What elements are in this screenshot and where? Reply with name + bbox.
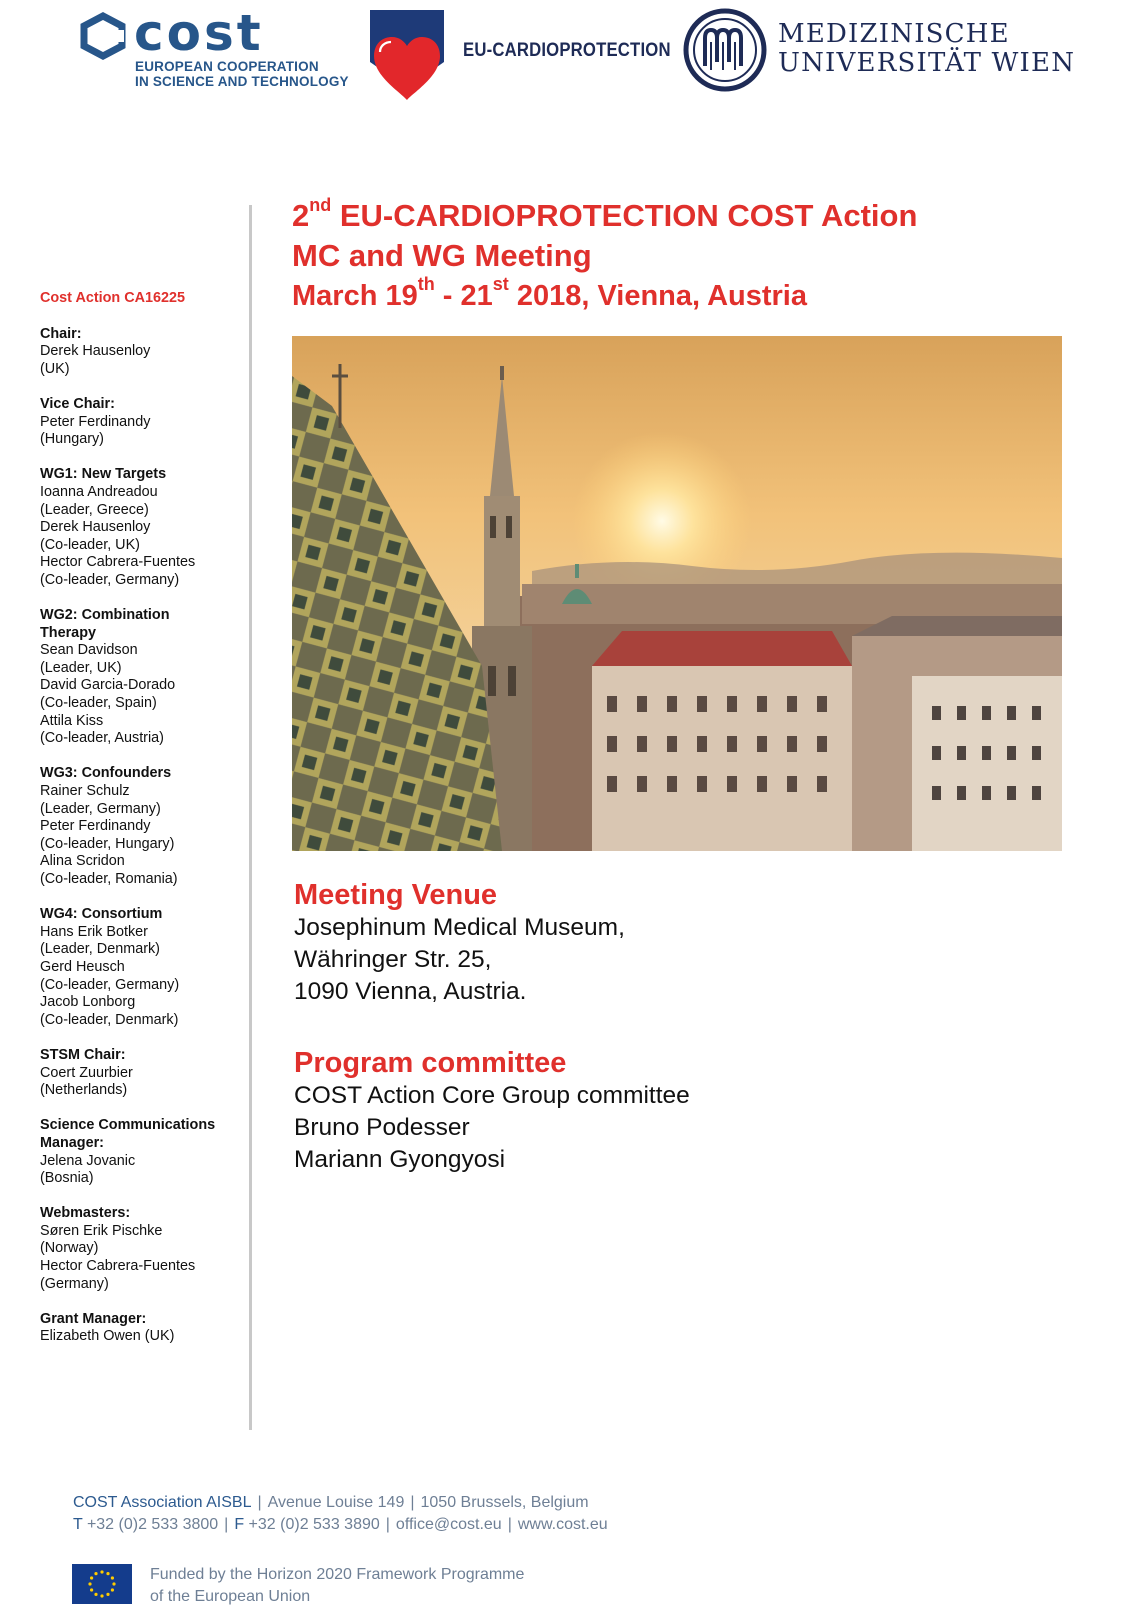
sidebar-section-chair: [40, 326, 240, 379]
footer-contact: [73, 1492, 608, 1536]
section-line: Hans Erik Botker: [40, 923, 148, 940]
committee-line: COST Action Core Group committee: [294, 1082, 690, 1109]
cost-action-id: Cost Action CA16225: [40, 290, 186, 306]
venue-heading: Meeting Venue: [294, 879, 498, 911]
cardio-label: EU-CARDIOPROTECTION: [463, 40, 671, 61]
section-heading: Vice Chair:: [40, 395, 115, 412]
cost-subtitle: [135, 59, 349, 89]
title-text: 2018, Vienna, Austria: [508, 280, 807, 312]
section-line: Peter Ferdinandy: [40, 413, 151, 430]
section-heading: STSM Chair:: [40, 1046, 126, 1063]
footer-email[interactable]: office@cost.eu: [395, 1516, 502, 1533]
event-dates: [292, 276, 1092, 316]
footer-line-1: COST Association AISBL | Avenue Louise 149 | 1050 Brussels, Belgium: [73, 1494, 589, 1511]
section-line: (UK): [40, 360, 70, 377]
sidebar-section-webmasters: [40, 1205, 240, 1293]
title-line-1: [292, 196, 1092, 236]
section-line: Attila Kiss: [40, 712, 104, 729]
funding-line: Funded by the Horizon 2020 Framework Programme: [150, 1566, 525, 1583]
sidebar-divider: [249, 205, 252, 1430]
muw-name: [778, 20, 1075, 78]
section-line: (Leader, UK): [40, 659, 122, 676]
section-line: Jacob Lonborg: [40, 994, 136, 1011]
section-line: (Leader, Germany): [40, 800, 161, 817]
section-line: Gerd Heusch: [40, 958, 125, 975]
sidebar-section-wg1: [40, 466, 240, 589]
muw-name-line: UNIVERSITÄT WIEN: [778, 48, 1076, 78]
section-line: Søren Erik Pischke: [40, 1222, 163, 1239]
sidebar-section-wg2: [40, 607, 240, 748]
section-line: (Bosnia): [40, 1170, 94, 1187]
section-line: Elizabeth Owen (UK): [40, 1328, 175, 1345]
section-line: (Hungary): [40, 431, 104, 448]
event-title: [292, 196, 1092, 316]
title-text: 2: [292, 198, 310, 233]
section-heading: Science Communications Manager:: [40, 1117, 216, 1151]
sidebar-section-wg4: [40, 906, 240, 1029]
committee-line: Mariann Gyongyosi: [294, 1146, 506, 1173]
section-line: (Germany): [40, 1275, 109, 1292]
title-line-2: MC and WG Meeting: [292, 238, 592, 273]
section-line: Ioanna Andreadou: [40, 483, 158, 500]
section-line: (Co-leader, UK): [40, 536, 140, 553]
title-text: - 21: [434, 280, 493, 312]
committee-line: Bruno Podesser: [294, 1114, 470, 1141]
address-line: Josephinum Medical Museum,: [294, 914, 625, 941]
fax-label: F: [234, 1516, 245, 1533]
footer-fax: +32 (0)2 533 3890: [248, 1516, 380, 1533]
section-line: Alina Scridon: [40, 853, 125, 870]
title-superscript: st: [492, 274, 509, 295]
section-line: (Co-leader, Germany): [40, 976, 180, 993]
footer-org: COST Association AISBL: [73, 1494, 252, 1511]
cost-hexagon-icon: [78, 12, 128, 60]
vienna-skyline-photo: [292, 336, 1062, 851]
section-line: (Netherlands): [40, 1082, 128, 1099]
title-superscript: nd: [309, 194, 332, 215]
section-line: Rainer Schulz: [40, 783, 130, 800]
section-line: (Leader, Denmark): [40, 941, 160, 958]
address-line: Währinger Str. 25,: [294, 946, 492, 973]
footer-website[interactable]: www.cost.eu: [517, 1516, 608, 1533]
tel-label: T: [73, 1516, 83, 1533]
section-line: (Co-leader, Romania): [40, 871, 178, 887]
sidebar-section-vice-chair: [40, 396, 240, 449]
section-line: (Co-leader, Hungary): [40, 835, 175, 852]
footer-phone: +32 (0)2 533 3800: [86, 1516, 219, 1533]
title-superscript: th: [417, 274, 435, 295]
footer-line-2: T +32 (0)2 533 3800 | F +32 (0)2 533 3890 | office@cost.eu | www.cost.eu: [73, 1516, 608, 1533]
program-committee-section: [294, 1046, 690, 1176]
meeting-venue-section: [294, 878, 625, 1008]
committee-heading: Program committee: [294, 1047, 567, 1079]
university-seal-icon: [683, 8, 767, 92]
eu-flag-icon: [72, 1564, 132, 1604]
address-line: 1090 Vienna, Austria.: [294, 978, 527, 1005]
section-line: Jelena Jovanic: [40, 1152, 136, 1169]
section-line: (Co-leader, Austria): [40, 730, 164, 747]
sidebar: [40, 290, 240, 1364]
committee-members: [294, 1080, 690, 1176]
section-line: (Norway): [40, 1240, 99, 1257]
section-heading: Webmasters:: [40, 1205, 131, 1222]
section-line: (Co-leader, Germany): [40, 571, 180, 588]
sidebar-section-wg3: [40, 765, 240, 888]
sidebar-section-stsm: [40, 1047, 240, 1100]
muw-name-line: MEDIZINISCHE: [778, 19, 1010, 49]
title-text: March 19: [292, 280, 418, 312]
footer-address: Avenue Louise 149: [267, 1494, 405, 1511]
section-heading: WG1: New Targets: [40, 466, 167, 483]
section-line: (Co-leader, Spain): [40, 695, 157, 712]
section-heading: Grant Manager:: [40, 1310, 147, 1327]
cost-subtitle-line: EUROPEAN COOPERATION: [135, 59, 319, 74]
section-line: David Garcia-Dorado: [40, 677, 176, 694]
section-line: Sean Davidson: [40, 642, 138, 659]
section-line: Hector Cabrera-Fuentes: [40, 1258, 196, 1275]
venue-address: [294, 912, 625, 1008]
section-line: (Co-leader, Denmark): [40, 1011, 179, 1028]
section-line: Peter Ferdinandy: [40, 818, 151, 835]
funding-line: of the European Union: [150, 1588, 311, 1605]
section-heading: WG2: Combination Therapy: [40, 607, 170, 641]
footer-city: 1050 Brussels, Belgium: [420, 1494, 589, 1511]
sidebar-section-science-comms: [40, 1117, 240, 1187]
heart-badge-icon: [370, 10, 444, 102]
cost-wordmark: cost: [134, 4, 264, 62]
section-line: Derek Hausenloy: [40, 519, 151, 536]
section-line: Hector Cabrera-Fuentes: [40, 554, 196, 571]
section-line: Coert Zuurbier: [40, 1064, 133, 1081]
funding-notice: [150, 1564, 524, 1608]
section-line: (Leader, Greece): [40, 501, 149, 518]
section-heading: Chair:: [40, 325, 82, 342]
title-text: EU-CARDIOPROTECTION COST Action: [331, 198, 918, 233]
sidebar-section-grant-manager: [40, 1311, 240, 1346]
section-line: Derek Hausenloy: [40, 343, 151, 360]
section-heading: WG4: Consortium: [40, 906, 163, 923]
cost-logo: [78, 4, 358, 96]
cost-subtitle-line: IN SCIENCE AND TECHNOLOGY: [135, 74, 349, 89]
section-heading: WG3: Confounders: [40, 765, 172, 782]
